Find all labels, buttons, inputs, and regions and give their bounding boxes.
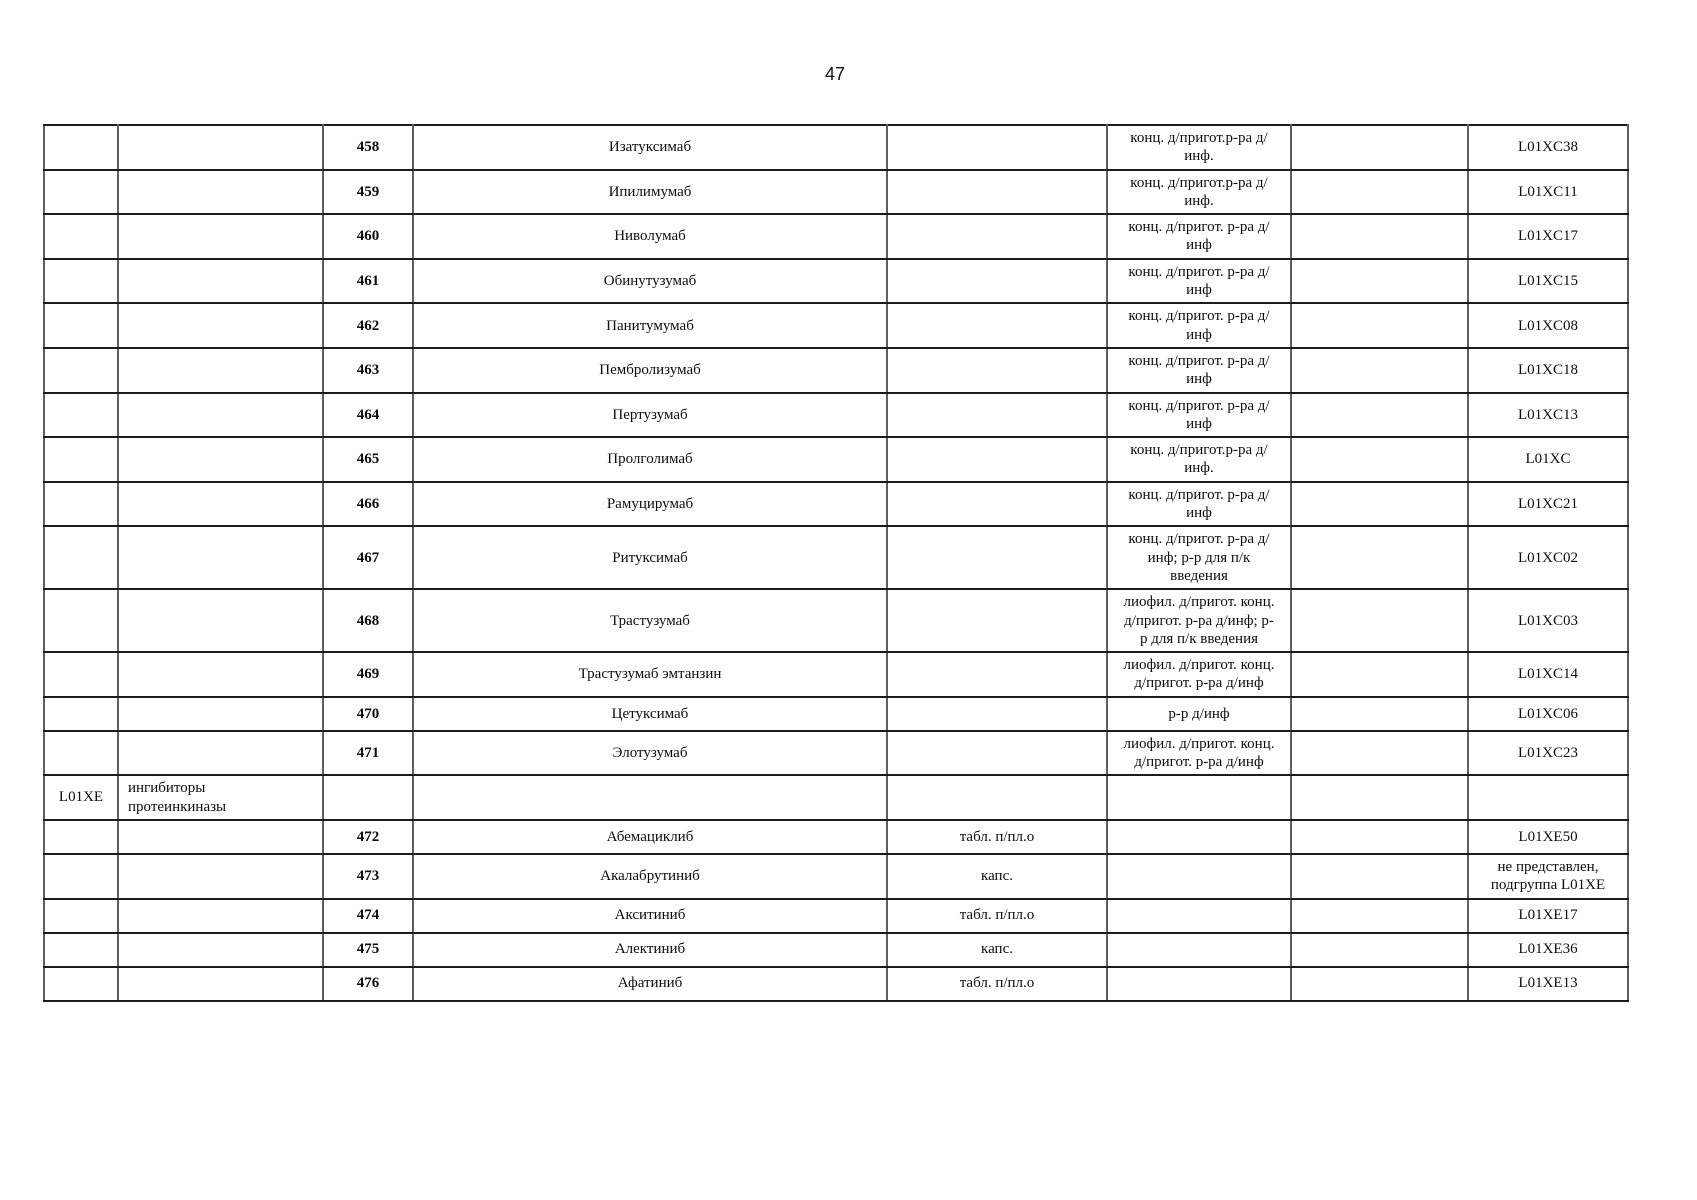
row-number-cell: 470: [323, 697, 413, 731]
atc-code-cell: L01XC21: [1468, 482, 1628, 527]
drug-name-cell: Пролголимаб: [413, 437, 887, 482]
atc-code-cell: L01XC23: [1468, 731, 1628, 776]
atc-code-cell: L01XC15: [1468, 259, 1628, 304]
drug-name-cell: Афатиниб: [413, 967, 887, 1001]
group-code-cell: [44, 170, 118, 215]
drug-name-cell: Рамуцирумаб: [413, 482, 887, 527]
dosage-form-cell: [887, 125, 1107, 170]
empty-cell: [1291, 967, 1468, 1001]
empty-cell: [1291, 589, 1468, 652]
atc-code-cell: L01XE36: [1468, 933, 1628, 967]
atc-code-cell: L01XC02: [1468, 526, 1628, 589]
group-code-cell: [44, 526, 118, 589]
table-row: [44, 899, 1628, 933]
group-code-cell: [44, 697, 118, 731]
table-row: [44, 303, 1628, 348]
row-number-cell: [323, 775, 413, 820]
group-name-cell: ингибиторы протеинкиназы: [118, 775, 323, 820]
empty-cell: [1291, 259, 1468, 304]
empty-cell: [1291, 303, 1468, 348]
dosage-form-cell: [887, 437, 1107, 482]
row-number-cell: 466: [323, 482, 413, 527]
dosage-form-cell: [887, 259, 1107, 304]
group-name-cell: [118, 170, 323, 215]
dosage-form-infusion-cell: конц. д/пригот. р-ра д/инф: [1107, 303, 1291, 348]
dosage-form-cell: табл. п/пл.о: [887, 899, 1107, 933]
empty-cell: [1291, 437, 1468, 482]
group-name-cell: [118, 820, 323, 854]
empty-cell: [1291, 482, 1468, 527]
group-code-cell: [44, 899, 118, 933]
group-name-cell: [118, 731, 323, 776]
table-row: [44, 820, 1628, 854]
group-name-cell: [118, 697, 323, 731]
table-row: [44, 348, 1628, 393]
dosage-form-cell: [887, 731, 1107, 776]
table-row: [44, 259, 1628, 304]
table-row: [44, 697, 1628, 731]
group-code-cell: L01XE: [44, 775, 118, 820]
dosage-form-cell: [887, 170, 1107, 215]
dosage-form-cell: [887, 652, 1107, 697]
drug-name-cell: Алектиниб: [413, 933, 887, 967]
row-number-cell: 460: [323, 214, 413, 259]
group-name-cell: [118, 482, 323, 527]
row-number-cell: 462: [323, 303, 413, 348]
empty-cell: [1291, 854, 1468, 899]
row-number-cell: 473: [323, 854, 413, 899]
empty-cell: [1291, 170, 1468, 215]
drug-name-cell: Трастузумаб эмтанзин: [413, 652, 887, 697]
atc-code-cell: L01XE13: [1468, 967, 1628, 1001]
empty-cell: [1291, 775, 1468, 820]
drug-name-cell: Пертузумаб: [413, 393, 887, 438]
group-code-cell: [44, 933, 118, 967]
dosage-form-cell: табл. п/пл.о: [887, 820, 1107, 854]
atc-code-cell: L01XE50: [1468, 820, 1628, 854]
atc-code-cell: [1468, 775, 1628, 820]
row-number-cell: 467: [323, 526, 413, 589]
drug-table: [43, 124, 1629, 1002]
table-row: [44, 967, 1628, 1001]
atc-code-cell: L01XC06: [1468, 697, 1628, 731]
dosage-form-cell: [887, 589, 1107, 652]
group-code-cell: [44, 214, 118, 259]
drug-name-cell: Пембролизумаб: [413, 348, 887, 393]
row-number-cell: 471: [323, 731, 413, 776]
dosage-form-infusion-cell: [1107, 967, 1291, 1001]
group-code-cell: [44, 854, 118, 899]
atc-code-cell: L01XC13: [1468, 393, 1628, 438]
dosage-form-cell: капс.: [887, 854, 1107, 899]
drug-name-cell: Ниволумаб: [413, 214, 887, 259]
dosage-form-infusion-cell: конц. д/пригот.р-ра д/инф.: [1107, 170, 1291, 215]
group-code-cell: [44, 393, 118, 438]
dosage-form-infusion-cell: конц. д/пригот. р-ра д/инф: [1107, 214, 1291, 259]
dosage-form-infusion-cell: конц. д/пригот.р-ра д/инф.: [1107, 437, 1291, 482]
table-row: [44, 393, 1628, 438]
empty-cell: [1291, 526, 1468, 589]
group-name-cell: [118, 854, 323, 899]
group-code-cell: [44, 437, 118, 482]
dosage-form-cell: [887, 526, 1107, 589]
dosage-form-cell: [887, 482, 1107, 527]
table-row: [44, 482, 1628, 527]
empty-cell: [1291, 820, 1468, 854]
group-name-cell: [118, 214, 323, 259]
dosage-form-infusion-cell: конц. д/пригот. р-ра д/инф; р-р для п/к введения: [1107, 526, 1291, 589]
group-code-cell: [44, 259, 118, 304]
group-name-cell: [118, 526, 323, 589]
empty-cell: [1291, 393, 1468, 438]
empty-cell: [1291, 348, 1468, 393]
row-number-cell: 461: [323, 259, 413, 304]
row-number-cell: 464: [323, 393, 413, 438]
table-row: [44, 775, 1628, 820]
group-name-cell: [118, 652, 323, 697]
dosage-form-cell: [887, 775, 1107, 820]
page-number: 47: [824, 64, 846, 84]
atc-code-cell: не представлен, подгруппа L01XE: [1468, 854, 1628, 899]
atc-code-cell: L01XC03: [1468, 589, 1628, 652]
dosage-form-infusion-cell: лиофил. д/пригот. конц. д/пригот. р-ра д/инф: [1107, 652, 1291, 697]
group-name-cell: [118, 348, 323, 393]
dosage-form-cell: [887, 697, 1107, 731]
row-number-cell: 468: [323, 589, 413, 652]
empty-cell: [1291, 214, 1468, 259]
row-number-cell: 458: [323, 125, 413, 170]
group-name-cell: [118, 967, 323, 1001]
group-name-cell: [118, 393, 323, 438]
dosage-form-cell: табл. п/пл.о: [887, 967, 1107, 1001]
row-number-cell: 476: [323, 967, 413, 1001]
row-number-cell: 465: [323, 437, 413, 482]
dosage-form-infusion-cell: [1107, 820, 1291, 854]
drug-name-cell: Ипилимумаб: [413, 170, 887, 215]
group-code-cell: [44, 652, 118, 697]
group-code-cell: [44, 589, 118, 652]
atc-code-cell: L01XE17: [1468, 899, 1628, 933]
row-number-cell: 469: [323, 652, 413, 697]
row-number-cell: 474: [323, 899, 413, 933]
drug-name-cell: Изатуксимаб: [413, 125, 887, 170]
table-row: [44, 526, 1628, 589]
atc-code-cell: L01XC: [1468, 437, 1628, 482]
atc-code-cell: L01XC17: [1468, 214, 1628, 259]
empty-cell: [1291, 652, 1468, 697]
dosage-form-infusion-cell: р-р д/инф: [1107, 697, 1291, 731]
group-code-cell: [44, 820, 118, 854]
dosage-form-cell: [887, 348, 1107, 393]
group-code-cell: [44, 482, 118, 527]
empty-cell: [1291, 933, 1468, 967]
atc-code-cell: L01XC38: [1468, 125, 1628, 170]
dosage-form-cell: [887, 303, 1107, 348]
drug-name-cell: Трастузумаб: [413, 589, 887, 652]
group-name-cell: [118, 259, 323, 304]
drug-table-body: [44, 125, 1628, 1001]
group-name-cell: [118, 303, 323, 348]
empty-cell: [1291, 697, 1468, 731]
drug-name-cell: Элотузумаб: [413, 731, 887, 776]
dosage-form-infusion-cell: [1107, 775, 1291, 820]
group-name-cell: [118, 899, 323, 933]
dosage-form-infusion-cell: лиофил. д/пригот. конц. д/пригот. р-ра д/инф: [1107, 731, 1291, 776]
row-number-cell: 463: [323, 348, 413, 393]
table-row: [44, 589, 1628, 652]
group-name-cell: [118, 933, 323, 967]
group-name-cell: [118, 589, 323, 652]
dosage-form-infusion-cell: лиофил. д/пригот. конц. д/пригот. р-ра д/инф; р-р для п/к введения: [1107, 589, 1291, 652]
empty-cell: [1291, 731, 1468, 776]
drug-name-cell: [413, 775, 887, 820]
atc-code-cell: L01XC14: [1468, 652, 1628, 697]
drug-name-cell: Ритуксимаб: [413, 526, 887, 589]
atc-code-cell: L01XC18: [1468, 348, 1628, 393]
group-code-cell: [44, 731, 118, 776]
drug-name-cell: Акалабрутиниб: [413, 854, 887, 899]
group-code-cell: [44, 303, 118, 348]
table-row: [44, 854, 1628, 899]
group-name-cell: [118, 437, 323, 482]
dosage-form-infusion-cell: конц. д/пригот. р-ра д/инф: [1107, 259, 1291, 304]
group-code-cell: [44, 125, 118, 170]
table-row: [44, 214, 1628, 259]
drug-name-cell: Панитумумаб: [413, 303, 887, 348]
dosage-form-infusion-cell: [1107, 854, 1291, 899]
dosage-form-cell: [887, 393, 1107, 438]
atc-code-cell: L01XC08: [1468, 303, 1628, 348]
dosage-form-infusion-cell: конц. д/пригот. р-ра д/инф: [1107, 393, 1291, 438]
group-code-cell: [44, 967, 118, 1001]
table-row: [44, 933, 1628, 967]
dosage-form-cell: капс.: [887, 933, 1107, 967]
table-row: [44, 731, 1628, 776]
dosage-form-infusion-cell: [1107, 933, 1291, 967]
dosage-form-infusion-cell: конц. д/пригот. р-ра д/инф: [1107, 482, 1291, 527]
dosage-form-infusion-cell: [1107, 899, 1291, 933]
dosage-form-infusion-cell: конц. д/пригот.р-ра д/инф.: [1107, 125, 1291, 170]
empty-cell: [1291, 125, 1468, 170]
drug-name-cell: Цетуксимаб: [413, 697, 887, 731]
atc-code-cell: L01XC11: [1468, 170, 1628, 215]
drug-name-cell: Абемациклиб: [413, 820, 887, 854]
empty-cell: [1291, 899, 1468, 933]
group-code-cell: [44, 348, 118, 393]
row-number-cell: 472: [323, 820, 413, 854]
dosage-form-infusion-cell: конц. д/пригот. р-ра д/инф: [1107, 348, 1291, 393]
drug-name-cell: Обинутузумаб: [413, 259, 887, 304]
table-row: [44, 170, 1628, 215]
row-number-cell: 475: [323, 933, 413, 967]
table-row: [44, 125, 1628, 170]
table-row: [44, 437, 1628, 482]
group-name-cell: [118, 125, 323, 170]
row-number-cell: 459: [323, 170, 413, 215]
table-row: [44, 652, 1628, 697]
dosage-form-cell: [887, 214, 1107, 259]
drug-name-cell: Акситиниб: [413, 899, 887, 933]
